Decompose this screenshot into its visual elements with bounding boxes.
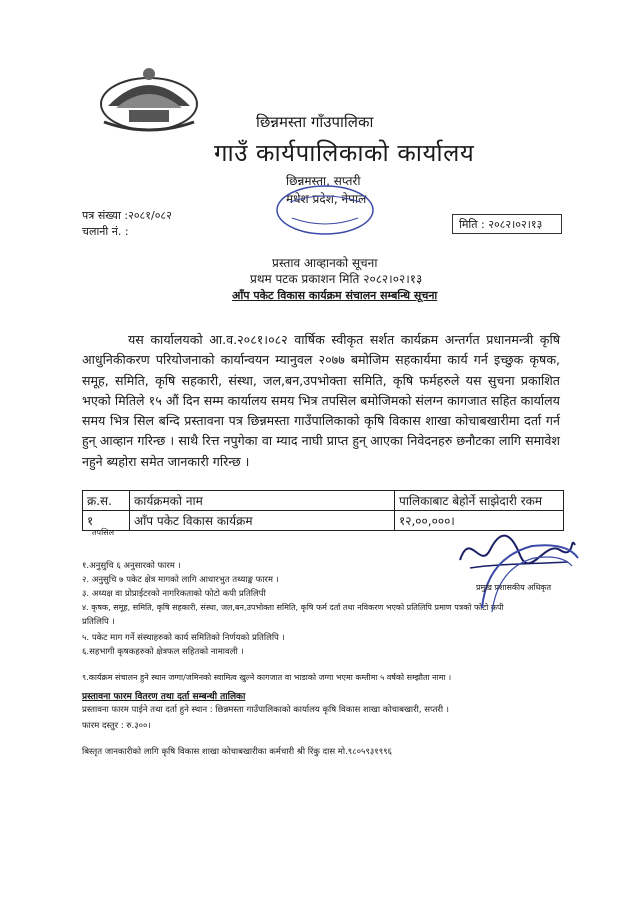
office-title: गाउँ कार्यपालिकाको कार्यालय <box>214 139 475 167</box>
address-line-1: छिन्नमस्ता, सप्तरी <box>286 174 361 188</box>
distribution-title: प्रस्तावना फारम वितरण तथा दर्ता सम्बन्धी तालिका <box>82 692 246 702</box>
reference-number: पत्र संख्या :२०८१/०८२ <box>82 209 172 222</box>
doc-item: ९.कार्यक्रम संचालन हुने स्थान जग्गा/जमिनको स्वामित्व खुल्ने कागजात वा भाडाको जग्गा भएमा कम्तीमा ५ वर्षको सम्झौता नामा । <box>82 673 452 682</box>
distribution-line: फारम दस्तुर : रु.३००। <box>82 721 151 731</box>
office-stamp-icon <box>270 180 380 240</box>
doc-item: ५. पकेट माग गर्ने संस्थाहरुको कार्य समितिको निर्णयको प्रतिलिपि । <box>82 633 285 643</box>
doc-item: ६.सहभागी कृषकहरुको क्षेत्रफल सहितको नामावली । <box>82 647 244 657</box>
address-line-2: मधेश प्रदेश, नेपाल <box>286 192 367 206</box>
doc-item: २. अनुसुचि ७ पकेट क्षेत्र मागको लागि आधारभुत तथ्याङ्क फारम । <box>82 575 279 585</box>
table-cell: १ <box>83 511 130 531</box>
subject-line-3: आँप पकेट विकास कार्यक्रम संचालन सम्बन्धि सूचना <box>232 289 438 302</box>
subject-line-1: प्रस्ताव आव्हानको सूचना <box>272 256 378 270</box>
table-cell: आँप पकेट विकास कार्यक्रम <box>130 511 395 531</box>
notice-body: यस कार्यालयको आ.व.२०८१।०८२ वार्षिक स्वीकृत सर्शत कार्यक्रम अन्तर्गत प्रधानमन्त्री कृषि आधुनिकीकरण परियोजनाको कार्यान्वयन म्यानुवल २०७७ बमोजिम सहकार्यमा कार्य गर्न इच्छुक कृषक, समूह, समिति, कृषि सहकारी, संस्था, जल,बन,उपभोक्ता समिति, कृषि फर्महरुले यस सुचना प्रकाशित भएको मितिले १५ औं दिन सम्म कार्यालय समय भित्र तपसिल बमोजिमको संलग्न कागजात सहित कार्यालय समय भित्र सिल बन्दि प्रस्तावना पत्र छिन्नमस्ता गाउँपालिकाको कृषि विकास शाखा कोचाबखारीमा दर्ता गर्न हुन् आव्हान गरिन्छ । साथै रित्त नपुगेका वा म्याद नाघी प्राप्त हुन् आएका निवेदनहरु छनौटका लागि समावेश नहुने ब्यहोरा समेत जानकारी गरिन्छ । <box>82 332 560 469</box>
annex-label: तपसिल <box>92 528 115 537</box>
doc-item: ३. अध्यक्ष वा प्रोप्राईटरको नागरिकताको फोटो कपी प्रतिलिपी <box>82 589 266 599</box>
doc-item: १.अनुसुचि ६ अनुसारको फारम । <box>82 561 181 571</box>
distribution-line: प्रस्तावना फारम पाईने तथा दर्ता हुने स्थान : छिन्नमस्ता गाउँपालिकाको कार्यालय कृषि विकास शाखा कोचाबखारी, सप्तरी । <box>82 705 450 715</box>
table-header: पालिकाबाट बेहोर्ने साझेदारी रकम <box>395 491 564 511</box>
table-cell: १२,००,०००। <box>395 511 564 531</box>
contact-line: बिस्तृत जानकारीको लागि कृषि विकास शाखा कोचाबखारीका कर्मचारी श्री रिंकु दास मो.९८०५९३१९९६ <box>82 747 392 757</box>
nepal-emblem-icon <box>94 58 204 136</box>
table-header: कार्यक्रमको नाम <box>130 491 395 511</box>
table-header-row <box>83 491 564 511</box>
office-name: छिन्नमस्ता गाँउपालिका <box>256 113 374 131</box>
table-header: क्र.स. <box>83 491 130 511</box>
office-seal-icon <box>472 538 584 618</box>
date-box: मिति : २०८२।०२।१३ <box>452 214 562 234</box>
subject-line-2: प्रथम पटक प्रकाशन मिति २०८२।०२।१३ <box>250 272 423 286</box>
dispatch-number: चलानी नं. : <box>82 225 129 238</box>
doc-item: प्रतिलिपि । <box>82 617 115 627</box>
signatory-title: प्रमुख प्रशासकीय अधिकृत <box>476 583 552 592</box>
doc-item: ४. कृषक, समूह, समिति, कृषि सहकारी, संस्था, जल,बन,उपभोक्ता समिति, कृषि फर्म दर्ता तथा नविकरण भएको प्रतिलिपि प्रमाण पत्रको फोटो कपी <box>82 603 504 612</box>
